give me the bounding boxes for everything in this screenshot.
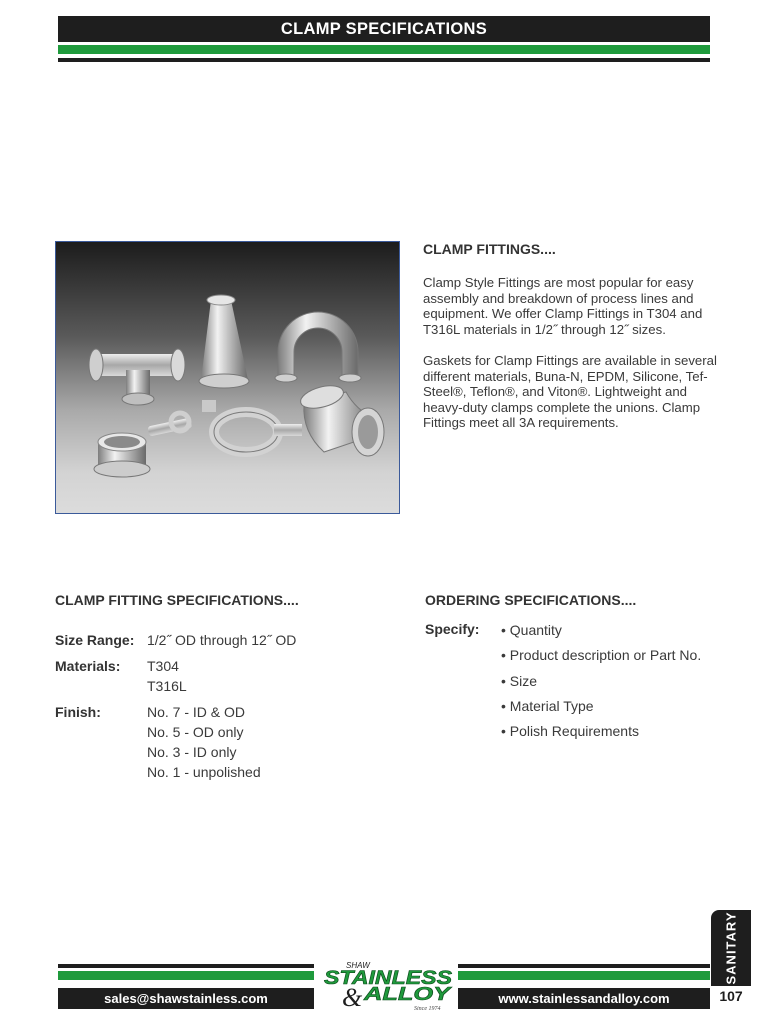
heavy-duty-clamp-icon [202, 400, 302, 452]
footer-website[interactable]: www.stainlessandalloy.com [498, 991, 670, 1006]
svg-text:STAINLESS: STAINLESS [324, 968, 453, 989]
ordering-item: • Quantity [501, 622, 562, 638]
finish-item: No. 7 - ID & OD [147, 704, 246, 720]
finish-item: No. 5 - OD only [147, 724, 244, 740]
ordering-item: • Polish Requirements [501, 723, 639, 740]
footer-rule-right [458, 964, 710, 968]
finish-item: No. 3 - ID only [147, 744, 237, 760]
ordering-item: • Product description or Part No. [501, 647, 702, 664]
concentric-reducer-icon [199, 295, 249, 388]
fittings-illustration [56, 242, 399, 513]
material-item: T304 [147, 658, 179, 674]
section-tab-label: SANITARY [723, 911, 739, 985]
page-title: CLAMP SPECIFICATIONS [280, 20, 488, 38]
specify-label: Specify: [425, 621, 480, 637]
finish-item: No. 1 - unpolished [147, 764, 261, 780]
intro-paragraph-2: Gaskets for Clamp Fittings are available in several different materials, Buna-N, EPDM, Silicone, Tef-Steel®, Teflon®, and Viton®. Lightweight and heavy-duty clamps complete the unions. Clamp Fittings meet all 3A requirements. [423, 353, 717, 431]
tee-fitting-icon [89, 349, 185, 405]
ordering-item: • Size [501, 672, 538, 689]
footer-rule-left [58, 964, 314, 968]
size-range-value: 1/2˝ OD through 12˝ OD [147, 632, 297, 648]
svg-text:ALLOY: ALLOY [362, 984, 453, 1004]
clamp-fittings-heading: CLAMP FITTINGS.... [423, 241, 556, 257]
svg-text:SHAW: SHAW [346, 961, 370, 970]
ferrule-icon [94, 433, 150, 477]
specifications-heading: CLAMP FITTING SPECIFICATIONS.... [55, 592, 299, 608]
page-number: 107 [719, 988, 743, 1004]
shaw-stainless-alloy-logo [318, 958, 456, 1012]
size-range-label: Size Range: [55, 632, 135, 648]
small-clamp-icon [147, 413, 192, 436]
ordering-heading: ORDERING SPECIFICATIONS.... [425, 592, 637, 608]
material-item: T316L [147, 678, 187, 694]
materials-label: Materials: [55, 658, 121, 674]
header-black-rule [58, 58, 710, 62]
ordering-list [501, 619, 701, 745]
svg-text:&: & [342, 983, 363, 1012]
footer-green-stripe-left [58, 971, 314, 980]
footer-email[interactable]: sales@shawstainless.com [104, 991, 268, 1006]
clamp-fittings-photo [55, 241, 400, 514]
footer-green-stripe-right [458, 971, 710, 980]
elbow-icon [298, 382, 384, 456]
u-bend-icon [275, 312, 361, 382]
svg-text:Since 1974: Since 1974 [414, 1006, 441, 1012]
finish-label: Finish: [55, 704, 101, 720]
header-green-stripe [58, 45, 710, 54]
intro-paragraph-1: Clamp Style Fittings are most popular for easy assembly and breakdown of process lines and equipment. We offer Clamp Fittings in T304 and T316L materials in 1/2˝ through 12˝ sizes. [423, 275, 703, 337]
ordering-item: • Material Type [501, 697, 594, 714]
